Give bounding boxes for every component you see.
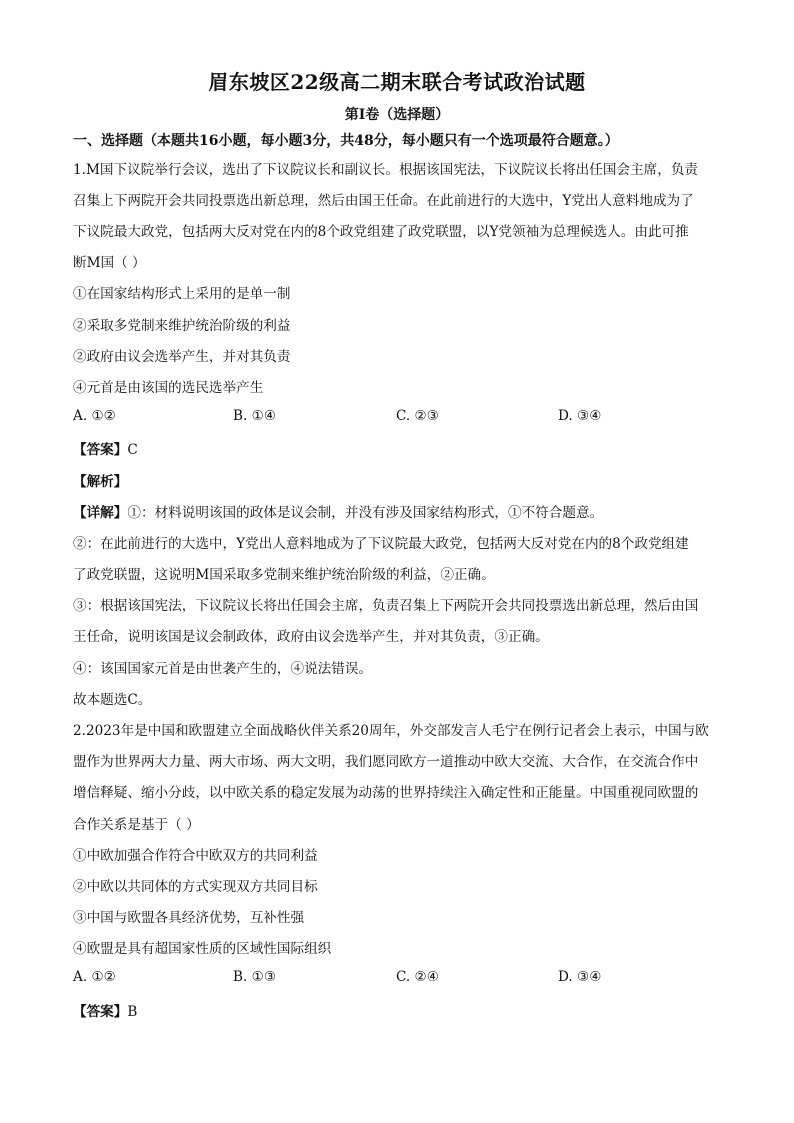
q2-item: ②中欧以共同体的方式实现双方共同目标 [73, 879, 318, 895]
q2-item: ④欧盟是具有超国家性质的区域性国际组织 [73, 941, 332, 957]
q2-option-b: B. ①③ [233, 969, 277, 985]
q1-item: ②政府由议会选举产生，并对其负责 [73, 349, 291, 365]
volume-subtitle: 第Ⅰ卷（选择题） [344, 107, 450, 123]
answer-value: C [127, 442, 138, 458]
analysis-tag: 【解析】 [73, 474, 128, 490]
q1-stem-line: 召集上下两院开会共同投票选出新总理，然后由国王任命。在此前进行的大选中，Y党出人意料地成为了 [73, 193, 694, 209]
q2-option-c: C. ②④ [396, 969, 439, 985]
exam-title: 眉东坡区22级高二期末联合考试政治试题 [208, 70, 586, 94]
q1-detail-line: ④：该国国家元首是由世袭产生的，④说法错误。 [73, 661, 373, 677]
q2-option-a: A. ①② [73, 969, 116, 985]
q1-detail-line: ②：在此前进行的大选中，Y党出人意料地成为了下议院最大政党，包括两大反对党在内的8个政党组建 [73, 536, 689, 552]
q1-detail-line: 王任命，说明该国是议会制政体，政府由议会选举产生，并对其负责，③正确。 [73, 629, 549, 645]
q1-item: ①在国家结构形式上采用的是单一制 [73, 286, 291, 302]
q2-answer [73, 1000, 137, 1020]
q1-detail-line [73, 501, 603, 521]
q2-option-d: D. ③④ [558, 969, 602, 985]
q1-detail-line: ③：根据该国宪法，下议院议长将出任国会主席，负责召集上下两院开会共同投票选出新总理，然后由国 [73, 598, 699, 614]
q1-analysis-tag [73, 470, 127, 490]
q2-stem-line: 合作关系是基于（ ） [73, 817, 200, 833]
detail-tag: 【详解】 [73, 505, 128, 521]
q1-option-b: B. ①④ [233, 408, 277, 424]
answer-tag: 【答案】 [73, 1004, 128, 1020]
q1-detail-line: 故本题选C。 [73, 692, 152, 708]
detail-text: ①：材料说明该国的政体是议会制，并没有涉及国家结构形式，①不符合题意。 [127, 505, 604, 521]
q1-option-c: C. ②③ [396, 408, 439, 424]
q1-stem-line: 下议院最大政党，包括两大反对党在内的8个政党组建了政党联盟，以Y党领袖为总理候选人。由此可推 [73, 224, 689, 240]
q1-item: ②采取多党制来维护统治阶级的利益 [73, 318, 291, 334]
q2-stem-line: 增信释疑、缩小分歧，以中欧关系的稳定发展为动荡的世界持续注入确定性和正能量。中国重视同欧盟的 [73, 785, 699, 801]
q1-detail-line: 了政党联盟，这说明M国采取多党制来维护统治阶级的利益，②正确。 [73, 567, 495, 583]
answer-tag: 【答案】 [73, 442, 128, 458]
q1-stem-line: 断M国（ ） [73, 255, 146, 271]
q2-item: ③中国与欧盟各具经济优势，互补性强 [73, 910, 305, 926]
answer-value: B [127, 1004, 138, 1020]
section-heading: 一、选择题（本题共16小题，每小题3分，共48分，每小题只有一个选项最符合题意。） [73, 133, 619, 149]
q1-stem-line: 1.M国下议院举行会议，选出了下议院议长和副议长。根据该国宪法，下议院议长将出任国会主席，负责 [73, 162, 699, 178]
q2-stem-line: 2.2023年是中国和欧盟建立全面战略伙伴关系20周年，外交部发言人毛宁在例行记者会上表示，中国与欧 [73, 723, 709, 739]
q1-item: ④元首是由该国的选民选举产生 [73, 380, 264, 396]
q2-item: ①中欧加强合作符合中欧双方的共同利益 [73, 848, 318, 864]
q1-option-a: A. ①② [73, 408, 116, 424]
q2-stem-line: 盟作为世界两大力量、两大市场、两大文明，我们愿同欧方一道推动中欧大交流、大合作，在交流合作中 [73, 754, 699, 770]
q1-option-d: D. ③④ [558, 408, 602, 424]
q1-answer [73, 438, 138, 458]
